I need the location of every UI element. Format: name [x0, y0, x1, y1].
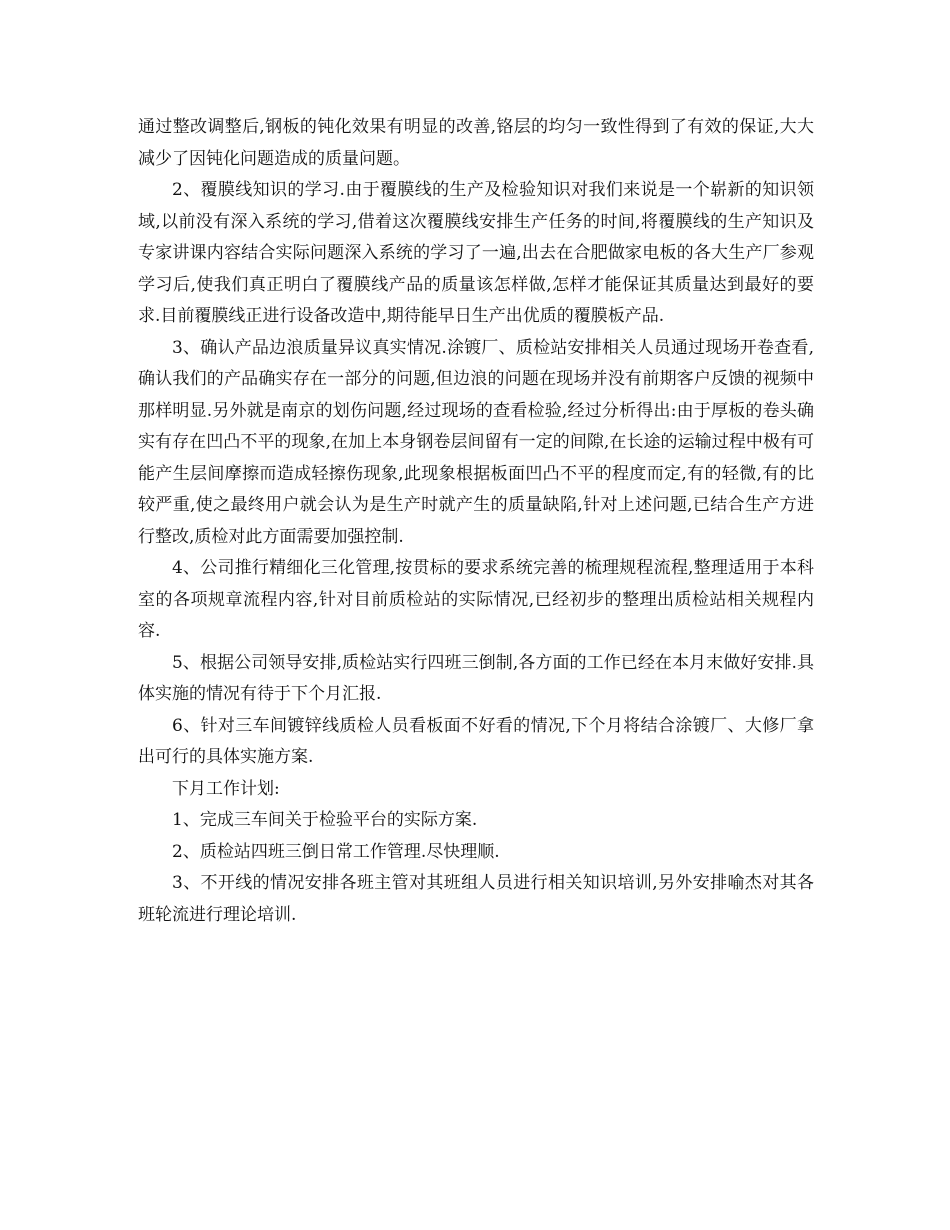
- document-page: [138, 112, 814, 931]
- paragraph-5: 5、根据公司领导安排,质检站实行四班三倒制,各方面的工作已经在本月末做好安排.具体实施的情况有待于下个月汇报.: [138, 652, 814, 704]
- paragraph-3: 3、确认产品边浪质量异议真实情况.涂镀厂、质检站安排相关人员通过现场开卷查看,确认我们的产品确实存在一部分的问题,但边浪的问题在现场并没有前期客户反馈的视频中那样明显.另外就是南京的划伤问题,经过现场的查看检验,经过分析得出:由于厚板的卷头确实有存在凹凸不平的现象,在加上本身钢卷层间留有一定的间隙,在长途的运输过程中极有可能产生层间摩擦而造成轻擦伤现象,此现象根据板面凹凸不平的程度而定,有的轻微,有的比较严重,使之最终用户就会认为是生产时就产生的质量缺陷,针对上述问题,已结合生产方进行整改,质检对此方面需要加强控制.: [138, 337, 814, 547]
- paragraph-6: 6、针对三车间镀锌线质检人员看板面不好看的情况,下个月将结合涂镀厂、大修厂拿出可行的具体实施方案.: [138, 715, 814, 767]
- paragraph-1: 通过整改调整后,钢板的钝化效果有明显的改善,铬层的均匀一致性得到了有效的保证,大大减少了因钝化问题造成的质量问题。: [138, 117, 814, 169]
- plan-item-3: 3、不开线的情况安排各班主管对其班组人员进行相关知识培训,另外安排喻杰对其各班轮流进行理论培训.: [138, 873, 814, 925]
- section-heading-next-month-plan: 下月工作计划:: [172, 778, 280, 799]
- plan-item-2: 2、质检站四班三倒日常工作管理.尽快理顺.: [172, 841, 500, 862]
- paragraph-4: 4、公司推行精细化三化管理,按贯标的要求系统完善的梳理规程流程,整理适用于本科室的各项规章流程内容,针对目前质检站的实际情况,已经初步的整理出质检站相关规程内容.: [138, 558, 814, 641]
- paragraph-2: 2、覆膜线知识的学习.由于覆膜线的生产及检验知识对我们来说是一个崭新的知识领域,以前没有深入系统的学习,借着这次覆膜线安排生产任务的时间,将覆膜线的生产知识及专家讲课内容结合实际问题深入系统的学习了一遍,出去在合肥做家电板的各大生产厂参观学习后,使我们真正明白了覆膜线产品的质量该怎样做,怎样才能保证其质量达到最好的要求.目前覆膜线正进行设备改造中,期待能早日生产出优质的覆膜板产品.: [138, 180, 814, 326]
- plan-item-1: 1、完成三车间关于检验平台的实际方案.: [172, 810, 478, 830]
